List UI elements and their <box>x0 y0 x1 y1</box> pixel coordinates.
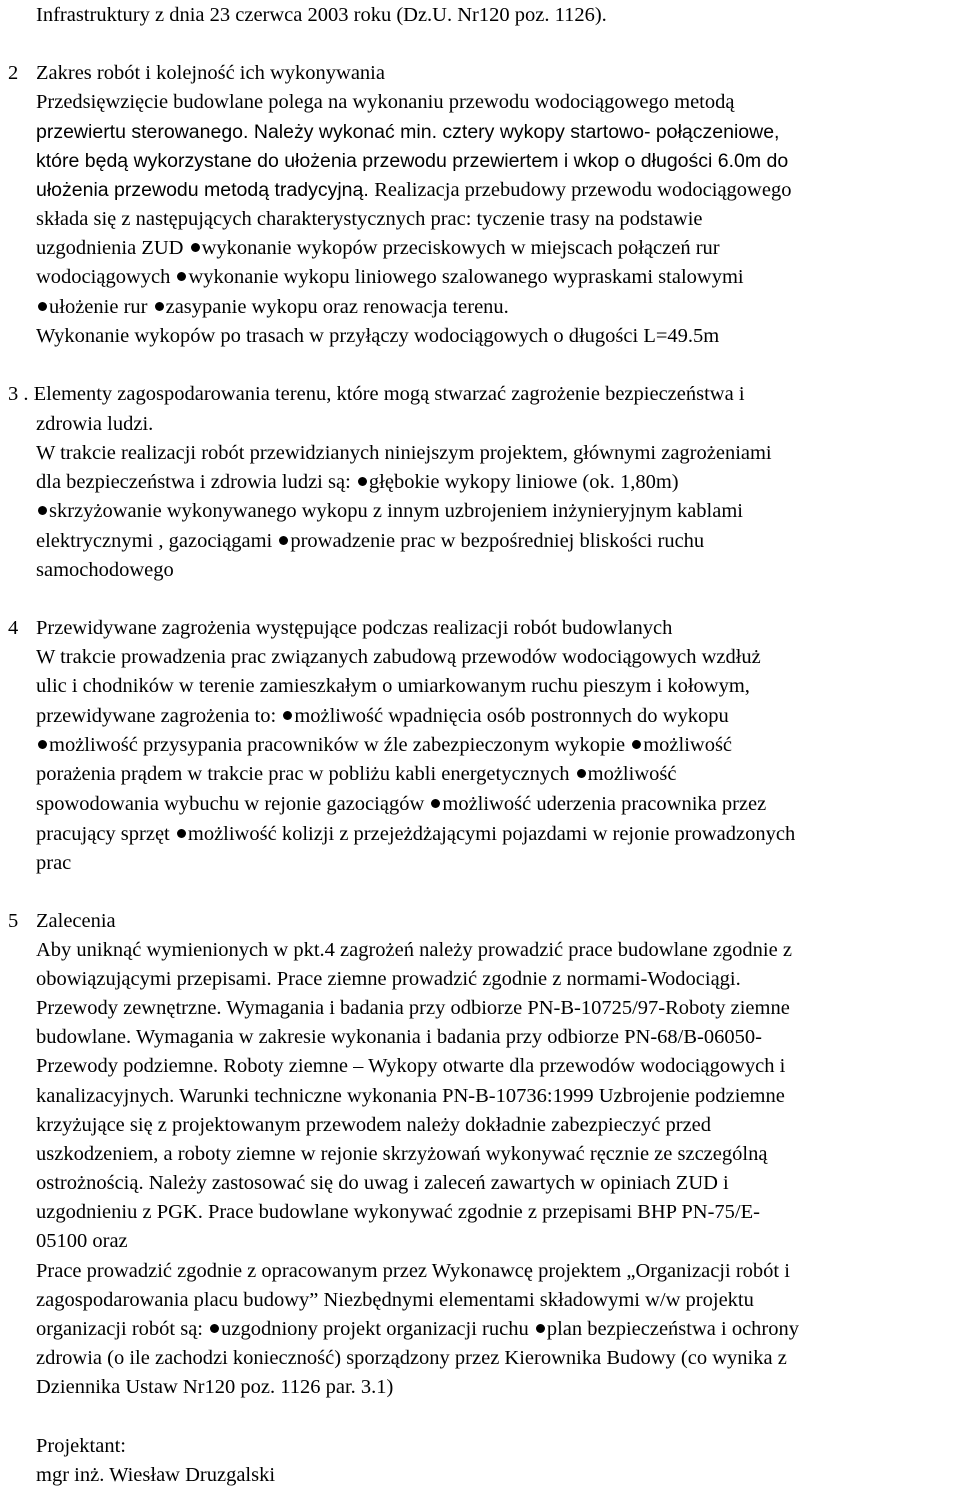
text-line: uszkodzeniem, a roboty ziemne w rejonie skrzyżowań wykonywać ręcznie ze szczególną <box>36 1143 768 1165</box>
text-line: zagospodarowania placu budowy” Niezbędnymi elementami składowymi w/w projektu <box>36 1289 754 1311</box>
section-heading: Zakres robót i kolejność ich wykonywania <box>36 62 385 84</box>
list-item: możliwość <box>587 763 677 785</box>
text-line: składa się z następujących charakterystycznych prac: tyczenie trasy na podstawie <box>36 208 703 230</box>
text-span: ułożenia przewodu metodą tradycyjną. <box>36 179 375 201</box>
text-line <box>36 527 704 557</box>
list-item: ułożenie rur <box>49 296 153 318</box>
text-line: krzyżujące się z projektowanym przewodem należy dokładnie zabezpieczyć przed <box>36 1114 712 1136</box>
bullet-icon <box>38 740 47 749</box>
text-line: które będą wykorzystane do ułożenia przewodu przewiertem i wkop o długości 6.0m do <box>36 150 789 172</box>
list-item: możliwość przysypania pracowników w źle zabezpieczonym wykopie <box>49 734 631 756</box>
list-item: możliwość kolizji z przejeżdżającymi pojazdami w rejonie prowadzonych <box>187 823 796 845</box>
section-number: 2 <box>8 62 19 84</box>
text-line: uzgodnieniu z PGK. Prace budowlane wykonywać zgodnie z przepisami BHP PN-75/E- <box>36 1201 760 1223</box>
text-span: elektrycznymi , gazociągami <box>36 530 278 552</box>
section-heading: Przewidywane zagrożenia występujące podczas realizacji robót budowlanych <box>36 617 673 639</box>
bullet-icon <box>177 272 186 281</box>
bullet-icon <box>210 1324 219 1333</box>
bullet-icon <box>279 536 288 545</box>
text-line <box>36 468 679 498</box>
list-item: możliwość <box>643 734 733 756</box>
list-item: prowadzenie prac w bezpośredniej bliskości ruchu <box>290 530 705 552</box>
bullet-icon <box>191 243 200 252</box>
text-line: obowiązującymi przepisami. Prace ziemne prowadzić zgodnie z normami-Wodociągi. <box>36 968 741 990</box>
bullet-icon <box>358 477 367 486</box>
text-span: Realizacja przebudowy przewodu wodociągowego <box>374 179 792 201</box>
list-item: głębokie wykopy liniowe (ok. 1,80m) <box>368 471 679 493</box>
text-line: Przedsięwzięcie budowlane polega na wykonaniu przewodu wodociągowego metodą <box>36 91 735 113</box>
text-line <box>36 820 795 850</box>
text-span: uzgodnienia ZUD <box>36 237 189 259</box>
text-line: Infrastruktury z dnia 23 czerwca 2003 roku (Dz.U. Nr120 poz. 1126). <box>36 4 607 26</box>
list-item: plan bezpieczeństwa i ochrony <box>546 1318 799 1340</box>
signature-name: mgr inż. Wiesław Druzgalski <box>36 1464 276 1486</box>
text-line: Przewody podziemne. Roboty ziemne – Wykopy otwarte dla przewodów wodociągowych i <box>36 1055 786 1077</box>
text-span: spowodowania wybuchu w rejonie gazociągów <box>36 793 430 815</box>
text-line: Przewody zewnętrzne. Wymagania i badania przy odbiorze PN-B-10725/97-Roboty ziemne <box>36 997 790 1019</box>
text-line: Wykonanie wykopów po trasach w przyłączy wodociągowych o długości L=49.5m <box>36 325 720 347</box>
text-span: wodociągowych <box>36 266 176 288</box>
signature-label: Projektant: <box>36 1435 126 1457</box>
text-line <box>36 293 509 323</box>
text-line: Prace prowadzić zgodnie z opracowanym przez Wykonawcę projektem „Organizacji robót i <box>36 1260 790 1282</box>
text-line: Dziennika Ustaw Nr120 poz. 1126 par. 3.1) <box>36 1376 394 1398</box>
text-line: 05100 oraz <box>36 1230 128 1252</box>
list-item: wykonanie wykopu liniowego szalowanego wypraskami stalowymi <box>188 266 744 288</box>
list-item: możliwość wpadnięcia osób postronnych do wykopu <box>294 705 729 727</box>
text-span: porażenia prądem w trakcie prac w pobliżu kabli energetycznych <box>36 763 575 785</box>
text-line: samochodowego <box>36 559 174 581</box>
bullet-icon <box>177 829 186 838</box>
section-heading: 3 . Elementy zagospodarowania terenu, które mogą stwarzać zagrożenie bezpieczeństwa i <box>8 383 745 405</box>
bullet-icon <box>431 799 440 808</box>
text-line <box>36 234 720 264</box>
text-line: zdrowia ludzi. <box>36 413 154 435</box>
bullet-icon <box>536 1324 545 1333</box>
text-line: Aby uniknąć wymienionych w pkt.4 zagrożeń należy prowadzić prace budowlane zgodnie z <box>36 939 792 961</box>
text-span: dla bezpieczeństwa i zdrowia ludzi są: <box>36 471 356 493</box>
bullet-icon <box>283 711 292 720</box>
text-line: budowlane. Wymagania w zakresie wykonania i badania przy odbiorze PN-68/B-06050- <box>36 1026 762 1048</box>
text-line: ostrożnością. Należy zastosować się do uwag i zaleceń zawartych w opiniach ZUD i <box>36 1172 729 1194</box>
text-span: organizacji robót są: <box>36 1318 209 1340</box>
section-number: 5 <box>8 910 19 932</box>
bullet-icon <box>577 769 586 778</box>
list-item: zasypanie wykopu oraz renowacja terenu. <box>165 296 509 318</box>
bullet-icon <box>38 506 47 515</box>
list-item: wykonanie wykopów przeciskowych w miejscach połączeń rur <box>201 237 720 259</box>
text-line: zdrowia (o ile zachodzi konieczność) sporządzony przez Kierownika Budowy (co wynika z <box>36 1347 787 1369</box>
text-line <box>36 760 676 790</box>
text-line <box>36 731 732 761</box>
list-item: skrzyżowanie wykonywanego wykopu z innym uzbrojeniem inżynieryjnym kablami <box>49 500 743 522</box>
text-line: przewiertu sterowanego. Należy wykonać min. cztery wykopy startowo- połączeniowe, <box>36 121 780 143</box>
text-line <box>36 176 791 206</box>
text-span: przewidywane zagrożenia to: <box>36 705 282 727</box>
section-number: 4 <box>8 617 19 639</box>
text-line <box>36 1315 799 1345</box>
text-line: W trakcie prowadzenia prac związanych zabudową przewodów wodociągowych wzdłuż <box>36 646 761 668</box>
text-line: prac <box>36 852 72 874</box>
list-item: uzgodniony projekt organizacji ruchu <box>221 1318 534 1340</box>
text-line: W trakcie realizacji robót przewidzianych niniejszym projektem, głównymi zagrożeniami <box>36 442 772 464</box>
text-line <box>36 263 744 293</box>
text-line <box>36 497 743 527</box>
text-line: ulic i chodników w terenie zamieszkałym o umiarkowanym ruchu pieszym i kołowym, <box>36 675 750 697</box>
section-heading: Zalecenia <box>36 910 116 932</box>
bullet-icon <box>155 302 164 311</box>
bullet-icon <box>38 302 47 311</box>
list-item: możliwość uderzenia pracownika przez <box>442 793 767 815</box>
text-line: kanalizacyjnych. Warunki techniczne wykonania PN-B-10736:1999 Uzbrojenie podziemne <box>36 1085 785 1107</box>
text-line <box>36 702 729 732</box>
text-span: pracujący sprzęt <box>36 823 175 845</box>
bullet-icon <box>632 740 641 749</box>
text-line <box>36 790 766 820</box>
